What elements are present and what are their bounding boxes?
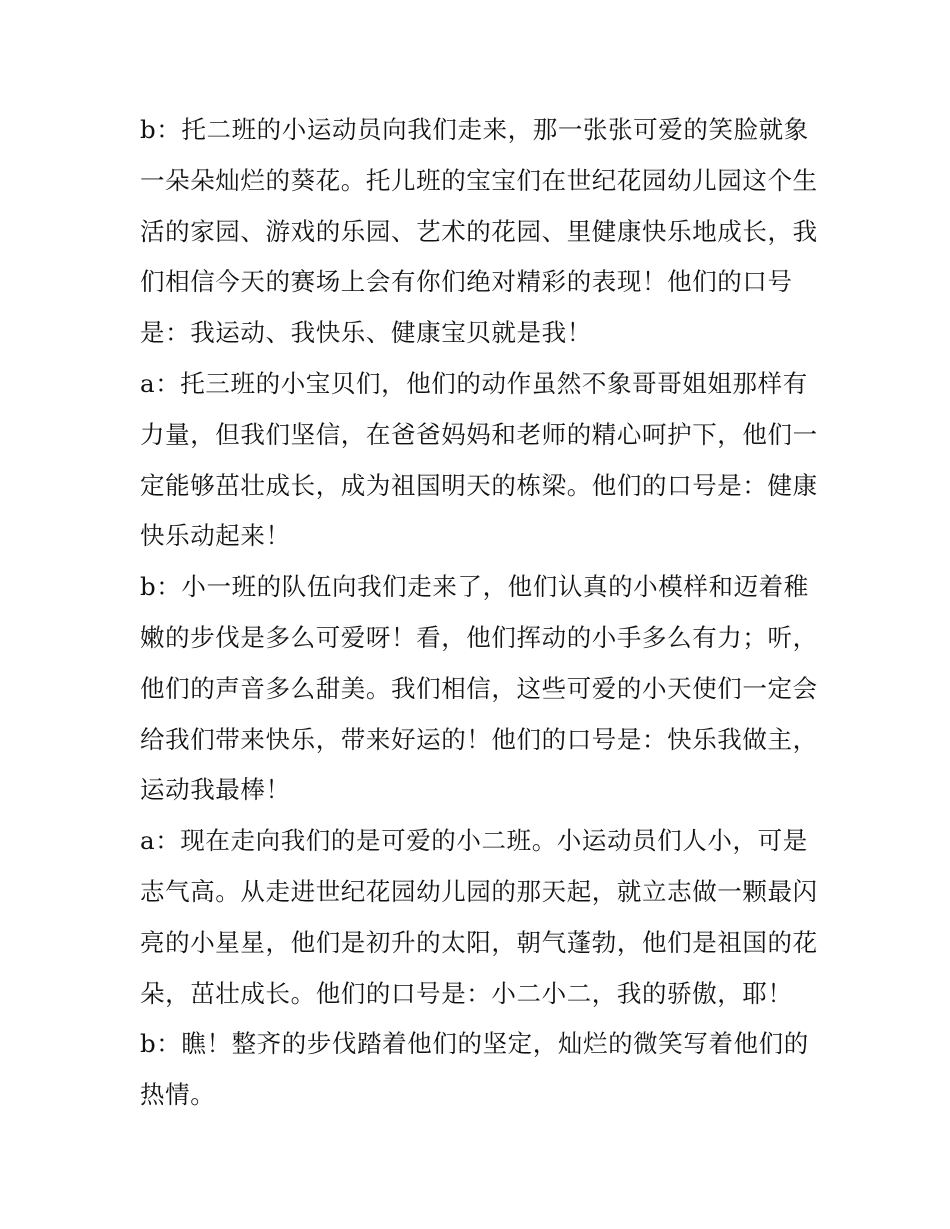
text-line: 们相信今天的赛场上会有你们绝对精彩的表现！他们的口号 <box>140 267 793 297</box>
paragraph-b-toer <box>140 105 820 359</box>
text-line: 一朵朵灿烂的葵花。托儿班的宝宝们在世纪花园幼儿园这个生 <box>140 165 818 195</box>
text-line: 给我们带来快乐，带来好运的！他们的口号是：快乐我做主， <box>140 724 818 754</box>
paragraph-a-xiaoer <box>140 816 820 1019</box>
paragraph-b-qiao <box>140 1019 820 1121</box>
text-line: a：托三班的小宝贝们，他们的动作虽然不象哥哥姐姐那样有 <box>140 368 808 398</box>
text-line: a：现在走向我们的是可爱的小二班。小运动员们人小，可是 <box>140 826 808 856</box>
text-line: 亮的小星星，他们是初升的太阳，朝气蓬勃，他们是祖国的花 <box>140 927 818 957</box>
text-line: 力量，但我们坚信，在爸爸妈妈和老师的精心呵护下，他们一 <box>140 419 818 449</box>
text-line: 志气高。从走进世纪花园幼儿园的那天起，就立志做一颗最闪 <box>140 876 818 906</box>
paragraph-a-tosan <box>140 359 820 562</box>
text-line: b：小一班的队伍向我们走来了，他们认真的小模样和迈着稚 <box>140 572 809 602</box>
text-line: 他们的声音多么甜美。我们相信，这些可爱的小天使们一定会 <box>140 673 818 703</box>
text-line: 是：我运动、我快乐、健康宝贝就是我！ <box>140 318 592 348</box>
text-line: b：瞧！整齐的步伐踏着他们的坚定，灿烂的微笑写着他们的 <box>140 1029 809 1059</box>
text-line: 快乐动起来！ <box>140 521 291 551</box>
text-line: b：托二班的小运动员向我们走来，那一张张可爱的笑脸就象 <box>140 115 809 144</box>
document-body <box>140 105 820 1121</box>
text-line: 活的家园、游戏的乐园、艺术的花园、里健康快乐地成长，我 <box>140 216 818 246</box>
text-line: 热情。 <box>140 1080 216 1110</box>
text-line: 嫩的步伐是多么可爱呀！看，他们挥动的小手多么有力；听， <box>140 622 818 652</box>
text-line: 定能够茁壮成长，成为祖国明天的栋梁。他们的口号是：健康 <box>140 470 818 500</box>
paragraph-b-xiaoyi <box>140 562 820 816</box>
text-line: 运动我最棒！ <box>140 775 291 805</box>
text-line: 朵，茁壮成长。他们的口号是：小二小二，我的骄傲，耶！ <box>140 978 793 1008</box>
